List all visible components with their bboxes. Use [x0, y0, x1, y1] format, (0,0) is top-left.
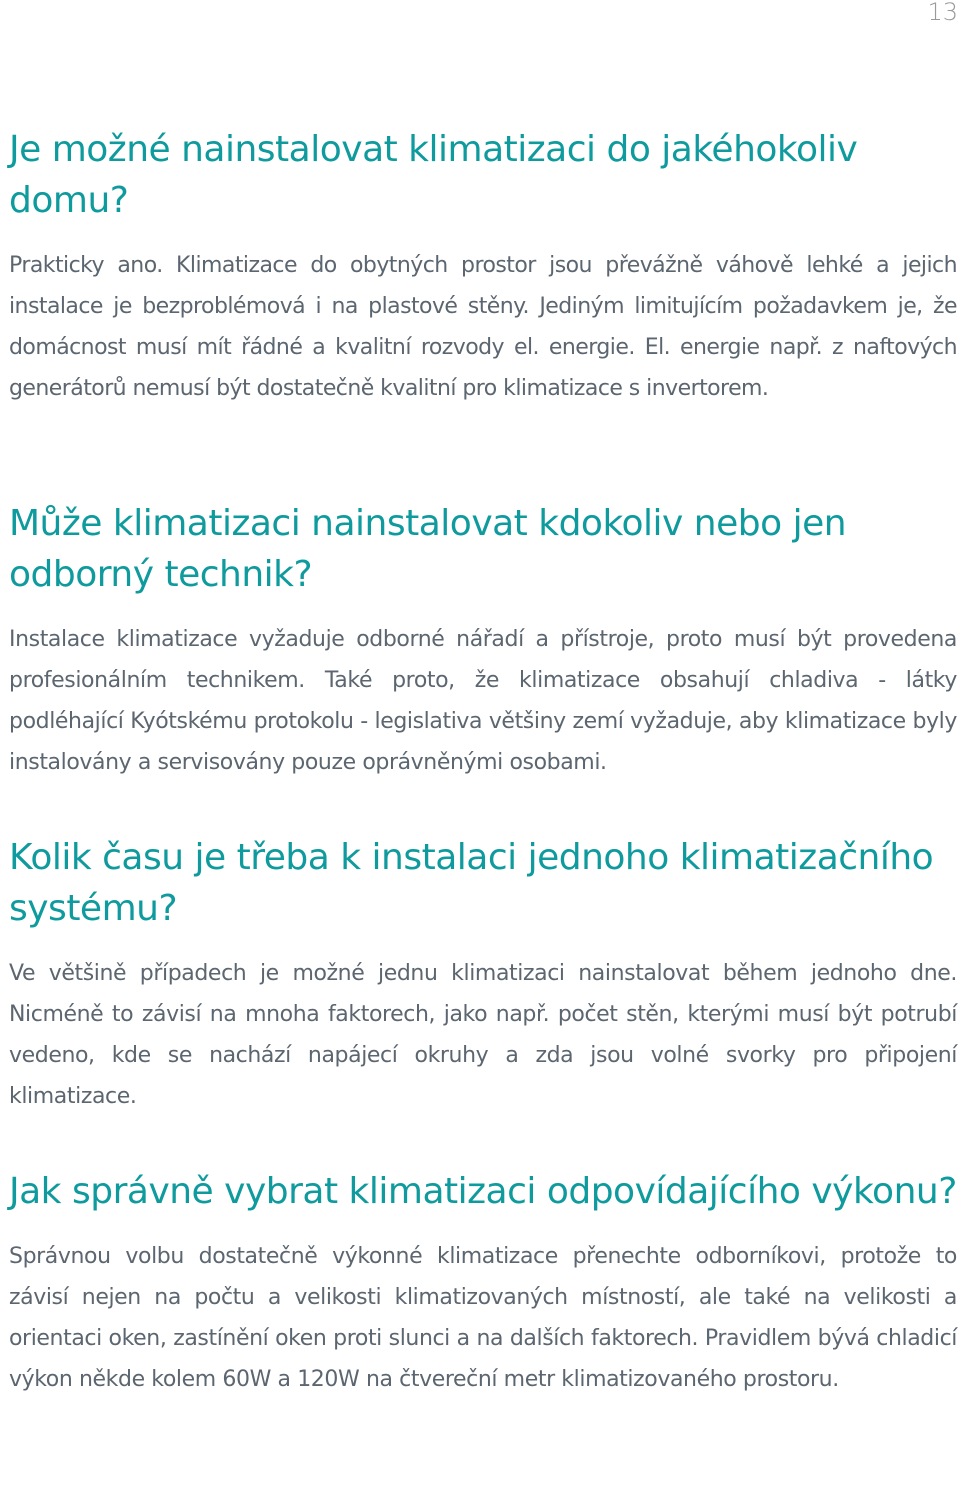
section-who-can-install	[9, 498, 957, 783]
section-installation-time	[9, 832, 957, 1117]
section-body: Instalace klimatizace vyžaduje odborné nářadí a přístroje, proto musí být provedena profesionálním technikem. Také proto, že klimatizace obsahují chladiva - látky podléhající Kyótskému protokolu - legislativa většiny zemí vyžaduje, aby klimatizace byly instalovány a servisovány pouze oprávněnými osobami.	[9, 627, 957, 775]
section-body: Prakticky ano. Klimatizace do obytných prostor jsou převážně váhově lehké a jejich instalace je bezproblémová i na plastové stěny. Jediným limitujícím požadavkem je, že domácnost musí mít řádné a kvalitní rozvody el. energie. El. energie např. z naftových generátorů nemusí být dostatečně kvalitní pro klimatizace s invertorem.	[9, 253, 957, 401]
section-heading: Jak správně vybrat klimatizaci odpovídajícího výkonu?	[9, 1171, 957, 1212]
section-install-any-house	[9, 124, 957, 409]
section-heading: Kolik času je třeba k instalaci jednoho klimatizačního systému?	[9, 837, 934, 929]
section-heading: Může klimatizaci nainstalovat kdokoliv nebo jen odborný technik?	[9, 503, 847, 595]
section-body: Správnou volbu dostatečně výkonné klimatizace přenechte odborníkovi, protože to závisí nejen na počtu a velikosti klimatizovaných místností, ale také na velikosti a orientaci oken, zastínění oken proti slunci a na dalších faktorech. Pravidlem bývá chladicí výkon někde kolem 60W a 120W na čtvereční metr klimatizovaného prostoru.	[9, 1244, 957, 1392]
section-heading: Je možné nainstalovat klimatizaci do jakéhokoliv domu?	[9, 129, 858, 221]
section-choose-capacity	[9, 1166, 957, 1400]
section-body: Ve většině případech je možné jednu klimatizaci nainstalovat během jednoho dne. Nicméně to závisí na mnoha faktorech, jako např. počet stěn, kterými musí být potrubí vedeno, kde se nachází napájecí okruhy a zda jsou volné svorky pro připojení klimatizace.	[9, 961, 957, 1109]
page-number: 13	[927, 0, 958, 26]
